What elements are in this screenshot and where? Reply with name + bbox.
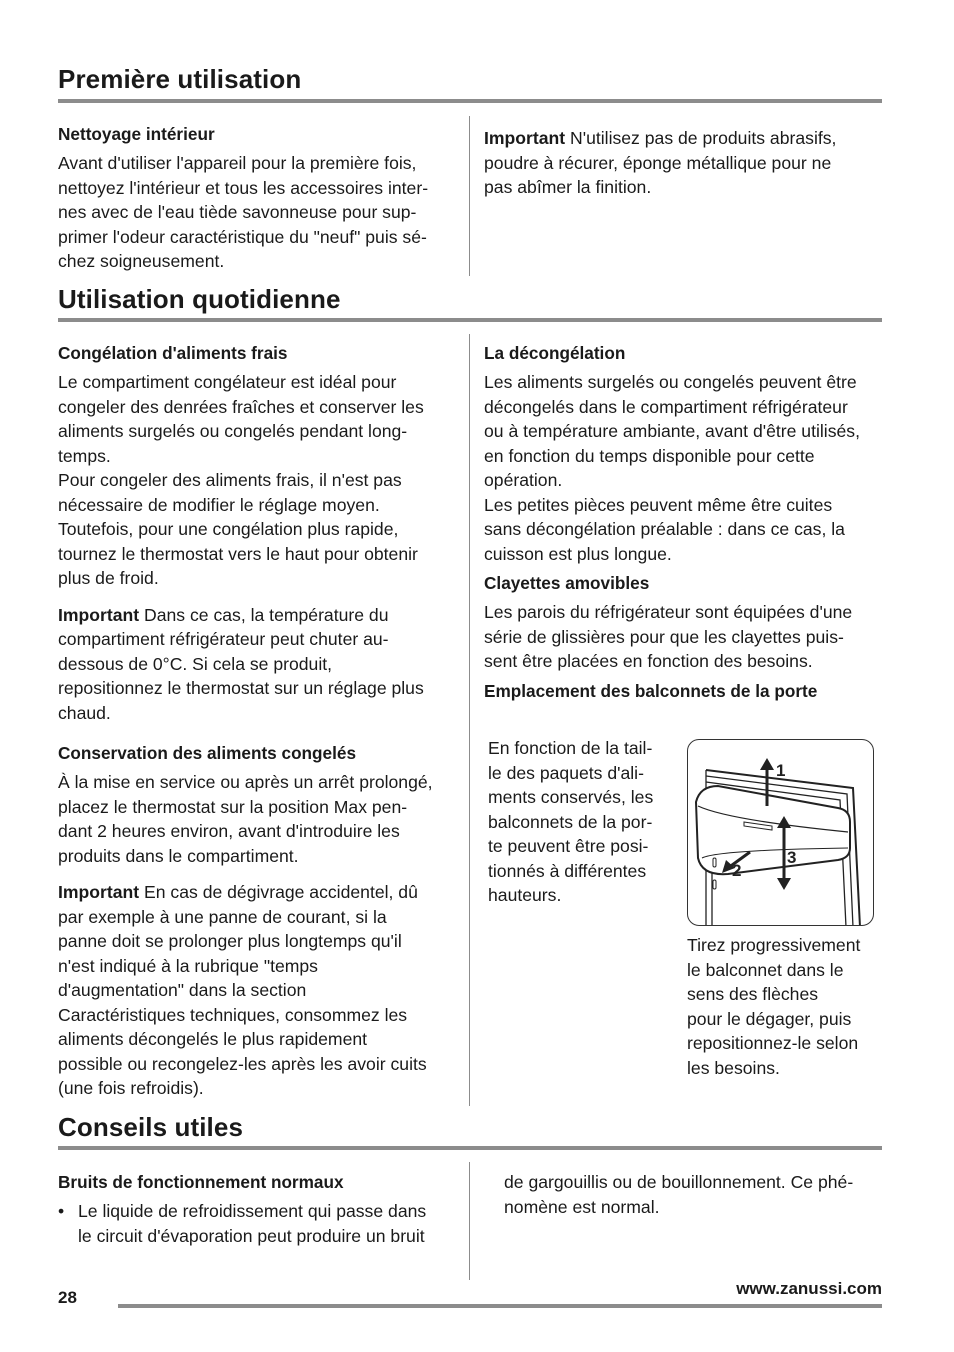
text-line: repositionnez le thermostat sur un réglage plus xyxy=(58,678,424,698)
text-line: dant 2 heures environ, avant d'introduire les xyxy=(58,821,400,841)
text-line: aliments surgelés ou congelés pendant long- xyxy=(58,421,408,441)
nettoyage-block xyxy=(58,122,458,274)
important-label: Important xyxy=(484,128,566,148)
text-line: balconnets de la por- xyxy=(488,811,653,832)
column-divider xyxy=(469,1162,470,1280)
text-line: nettoyez l'intérieur et tous les accessoires inter- xyxy=(58,177,429,198)
text-line: produits dans le compartiment. xyxy=(58,845,299,866)
text-line xyxy=(58,603,460,628)
balconnets-text xyxy=(488,736,678,908)
text-line: aliments décongelés le plus rapidement xyxy=(58,1029,368,1049)
text-line: Les aliments surgelés ou congelés peuvent être xyxy=(484,372,857,392)
text-line: tournez le thermostat vers le haut pour obtenir xyxy=(58,543,418,564)
text-line: de gargouillis ou de bouillonnement. Ce phé- xyxy=(504,1172,854,1192)
text-line: panne doit se prolonger plus longtemps qu'il xyxy=(58,931,402,951)
text-line: poudre à récurer, éponge métallique pour ne xyxy=(484,152,832,173)
text-line: Caractéristiques techniques, consommez les xyxy=(58,1004,408,1025)
text-line: primer l'odeur caractéristique du "neuf" puis sé- xyxy=(58,226,427,247)
text-line: ments conservés, les xyxy=(488,787,654,807)
page-number: 28 xyxy=(58,1288,77,1307)
text-line: te peuvent être posi- xyxy=(488,836,649,856)
text-span: En cas de dégivrage accidentel, dû xyxy=(139,882,418,902)
important-label: Important xyxy=(58,882,140,902)
conservation-heading: Conservation des aliments congelés xyxy=(58,743,357,763)
congelation-heading: Congélation d'aliments frais xyxy=(58,343,288,363)
section-rule xyxy=(58,318,882,322)
text-line: À la mise en service ou après un arrêt prolongé, xyxy=(58,772,433,792)
text-line: sans décongélation préalable : dans ce cas, la xyxy=(484,519,845,539)
text-line: Les parois du réfrigérateur sont équipées d'une xyxy=(484,602,853,622)
text-line: sens des flèches xyxy=(687,984,819,1004)
text-line: ou à température ambiante, avant d'être utilisés, xyxy=(484,421,860,441)
text-span: N'utilisez pas de produits abrasifs, xyxy=(565,128,837,148)
text-line: les besoins. xyxy=(687,1057,780,1078)
text-line: (une fois refroidis). xyxy=(58,1078,204,1098)
bruits-heading: Bruits de fonctionnement normaux xyxy=(58,1172,344,1192)
text-line: repositionnez-le selon xyxy=(687,1033,859,1053)
text-line: le circuit d'évaporation peut produire un bruit xyxy=(78,1225,425,1246)
text-line: Les petites pièces peuvent même être cuites xyxy=(484,494,833,515)
column-divider xyxy=(469,334,470,1106)
text-line: cuisson est plus longue. xyxy=(484,543,672,564)
text-line: tionnés à différentes xyxy=(488,860,647,881)
text-line: sent être placées en fonction des besoins. xyxy=(484,651,813,671)
clayettes-heading: Clayettes amovibles xyxy=(484,573,650,593)
important-abrasifs-block xyxy=(484,126,884,200)
text-line: nécessaire de modifier le réglage moyen. xyxy=(58,494,380,515)
door-balcony-illustration xyxy=(688,740,874,926)
website-link[interactable]: www.zanussi.com xyxy=(736,1279,882,1298)
text-line: pas abîmer la finition. xyxy=(484,177,652,197)
section-title-utilisation-quotidienne: Utilisation quotidienne xyxy=(58,284,341,314)
bruits-block xyxy=(58,1170,460,1248)
text-line: plus de froid. xyxy=(58,568,159,588)
text-line: le balconnet dans le xyxy=(687,959,844,980)
footer-rule xyxy=(118,1304,882,1308)
text-line: d'augmentation" dans la section xyxy=(58,980,307,1000)
text-line: Pour congeler des aliments frais, il n'est pas xyxy=(58,470,402,490)
text-line: par exemple à une panne de courant, si la xyxy=(58,906,387,927)
text-line: dessous de 0°C. Si cela se produit, xyxy=(58,653,333,674)
figure-label-2: 2 xyxy=(732,861,742,880)
text-line: n'est indiqué à la rubrique "temps xyxy=(58,955,318,976)
text-line: décongelés dans le compartiment réfrigérateur xyxy=(484,396,848,417)
text-line: Toutefois, pour une congélation plus rapide, xyxy=(58,519,399,539)
section-title-conseils-utiles: Conseils utiles xyxy=(58,1112,243,1142)
text-line: opération. xyxy=(484,470,563,490)
bullet-item xyxy=(58,1199,460,1248)
text-line: temps. xyxy=(58,445,111,466)
figure-caption xyxy=(687,933,887,1080)
text-line: série de glissières pour que les clayettes puis- xyxy=(484,626,844,647)
text-line: Tirez progressivement xyxy=(687,935,861,955)
text-line: compartiment réfrigérateur peut chuter au- xyxy=(58,629,389,649)
text-line: le des paquets d'ali- xyxy=(488,762,644,783)
text-line: placez le thermostat sur la position Max pen- xyxy=(58,796,408,817)
right-column xyxy=(484,341,884,703)
text-line: chez soigneusement. xyxy=(58,251,225,271)
text-line xyxy=(58,880,460,905)
left-column xyxy=(58,341,460,1101)
text-span: Dans ce cas, la température du xyxy=(139,604,389,625)
decongelation-heading: La décongélation xyxy=(484,343,626,363)
text-line: nomène est normal. xyxy=(504,1196,660,1217)
text-line: possible ou recongelez-les après les avoir cuits xyxy=(58,1053,427,1074)
text-line: pour le dégager, puis xyxy=(687,1008,852,1029)
section-rule xyxy=(58,99,882,103)
text-line: Le compartiment congélateur est idéal pour xyxy=(58,372,397,392)
nettoyage-heading: Nettoyage intérieur xyxy=(58,124,215,144)
text-line: hauteurs. xyxy=(488,885,562,905)
figure-label-1: 1 xyxy=(776,761,786,780)
text-line: nes avec de l'eau tiède savonneuse pour sup- xyxy=(58,202,417,222)
text-line xyxy=(484,126,884,151)
balconnets-heading: Emplacement des balconnets de la porte xyxy=(484,680,818,701)
bruits-continuation xyxy=(504,1170,894,1219)
section-title-premiere-utilisation: Première utilisation xyxy=(58,64,302,94)
text-line: En fonction de la tail- xyxy=(488,738,653,758)
column-divider xyxy=(469,116,470,276)
door-balcony-figure xyxy=(687,739,874,926)
text-line: Le liquide de refroidissement qui passe dans xyxy=(78,1201,427,1221)
section-rule xyxy=(58,1146,882,1150)
bullet-marker: • xyxy=(58,1201,65,1221)
figure-label-3: 3 xyxy=(787,848,797,867)
text-line: congeler des denrées fraîches et conserver les xyxy=(58,396,424,417)
text-line: Avant d'utiliser l'appareil pour la première fois, xyxy=(58,153,417,173)
text-line: en fonction du temps disponible pour cette xyxy=(484,445,815,466)
important-label: Important xyxy=(58,604,140,625)
text-line: chaud. xyxy=(58,702,111,723)
